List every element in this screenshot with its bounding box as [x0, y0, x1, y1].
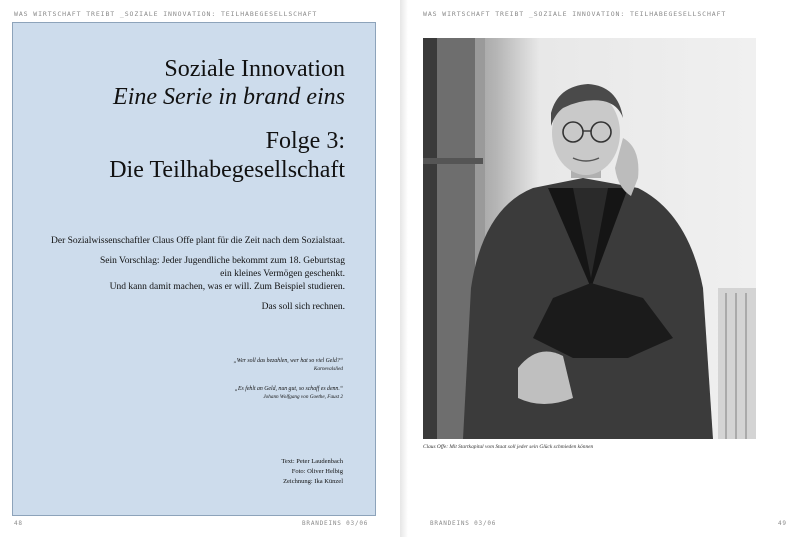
photo-caption: Claus Offe: Mit Startkapital vom Staat soll jeder sein Glück schmieden können — [423, 444, 594, 450]
credit-photo: Foto: Oliver Helbig — [291, 468, 343, 475]
intro-text — [51, 235, 345, 321]
running-head-right: WAS WIRTSCHAFT TREIBT _SOZIALE INNOVATION: TEILHABEGESELLSCHAFT — [423, 10, 727, 18]
quote-2-source: Johann Wolfgang von Goethe, Faust 2 — [263, 394, 343, 400]
intro-paragraph-1: Der Sozialwissenschaftler Claus Offe plant für die Zeit nach dem Sozialstaat. — [51, 236, 345, 246]
intro-paragraph-2-line-1: Sein Vorschlag: Jeder Jugendliche bekommt zum 18. Geburtstag — [99, 256, 345, 266]
quote-1-source: Karnevalslied — [313, 366, 343, 372]
intro-paragraph-2-line-3: Und kann damit machen, was er will. Zum Beispiel studieren. — [109, 282, 345, 292]
footer-magazine-left: BRANDEINS 03/06 — [302, 520, 369, 527]
right-page — [408, 0, 800, 537]
episode-number: Folge 3: — [265, 128, 345, 154]
series-title-sub: Eine Serie in brand eins — [113, 84, 345, 110]
intro-paragraph-2-line-2: ein kleines Vermögen geschenkt. — [220, 269, 345, 279]
credits — [281, 457, 343, 487]
running-head-left: WAS WIRTSCHAFT TREIBT _SOZIALE INNOVATION: TEILHABEGESELLSCHAFT — [14, 10, 318, 18]
quote-2: „Es fehlt an Geld, nun gut, so schaff es denn.“ — [234, 386, 343, 392]
credit-drawing: Zeichnung: Ika Künzel — [283, 478, 343, 485]
portrait-illustration — [423, 38, 756, 439]
episode-title — [109, 127, 345, 185]
footer-magazine-right: BRANDEINS 03/06 — [430, 520, 497, 527]
intro-paragraph-2 — [51, 255, 345, 294]
portrait-photo — [423, 38, 756, 439]
quote-1: „Wer soll das bezahlen, wer hat so viel Geld?“ — [233, 358, 343, 364]
page-number-left: 48 — [14, 520, 23, 527]
page-number-right: 49 — [778, 520, 787, 527]
series-title — [113, 55, 345, 111]
spine-gutter — [400, 0, 408, 537]
credit-text: Text: Peter Laudenbach — [281, 458, 343, 465]
article-intro-panel — [12, 22, 376, 516]
epigraphs — [234, 357, 343, 413]
episode-name: Die Teilhabegesellschaft — [109, 157, 345, 183]
intro-paragraph-3: Das soll sich rechnen. — [261, 302, 345, 312]
series-title-main: Soziale Innovation — [164, 56, 345, 82]
